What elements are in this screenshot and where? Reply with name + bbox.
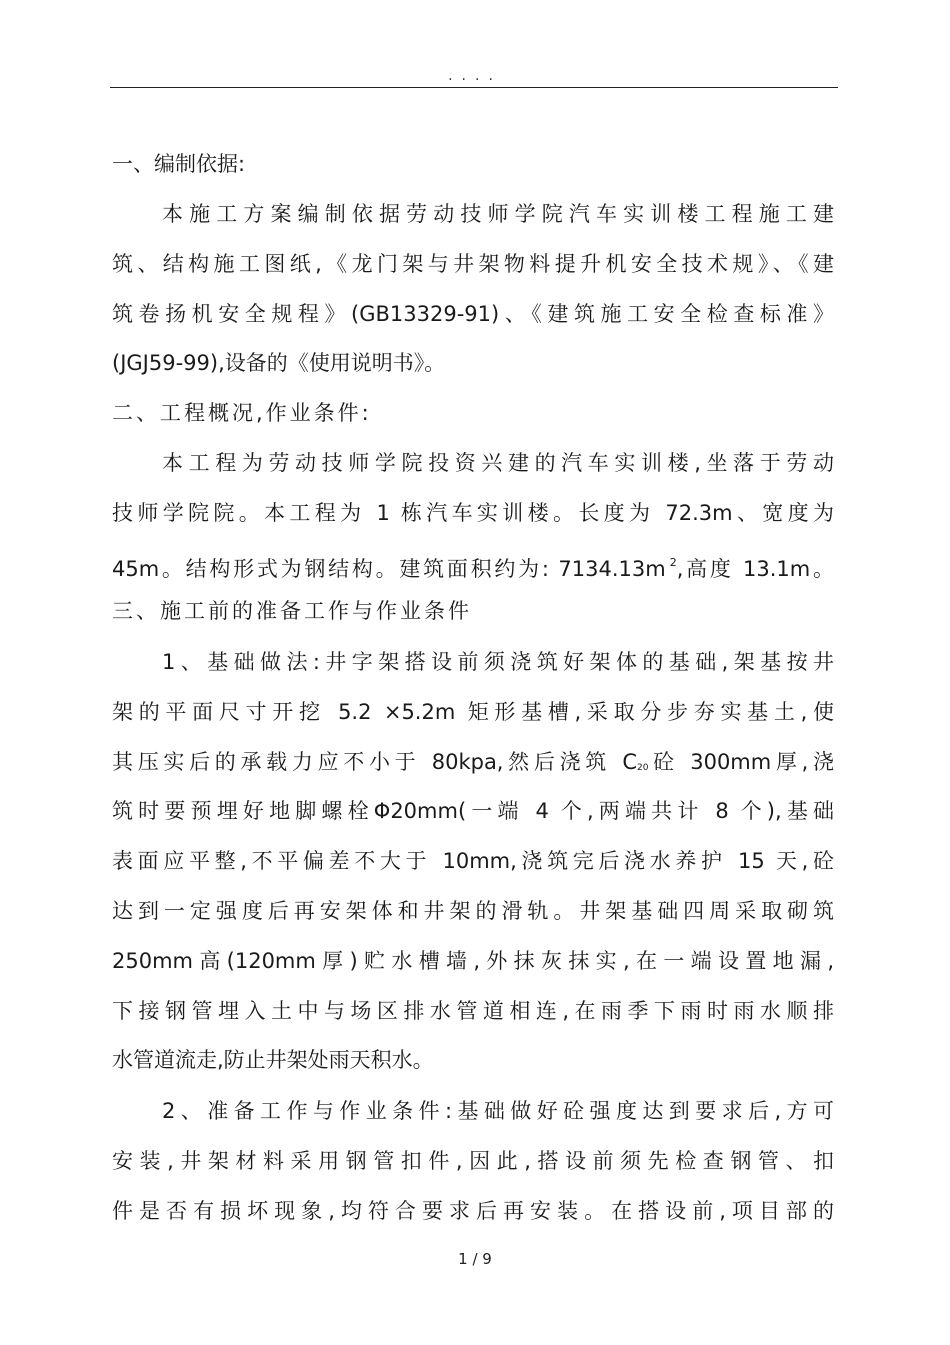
paragraph-line: 250mm高(120mm厚)贮水槽墙,外抹灰抹实,在一端设置地漏, [112, 949, 834, 973]
paragraph-line: 筑时要预埋好地脚螺栓Φ20mm(一端 4 个,两端共计 8 个),基础 [112, 799, 834, 823]
paragraph-line: 安装,井架材料采用钢管扣件,因此,搭设前须先检查钢管、扣 [112, 1149, 834, 1173]
paragraph-line: 2、准备工作与作业条件:基础做好砼强度达到要求后,方可 [162, 1099, 834, 1123]
paragraph-line: 件是否有损坏现象,均符合要求后再安装。在搭设前,项目部的 [112, 1199, 834, 1223]
paragraph-line: 本施工方案编制依据劳动技师学院汽车实训楼工程施工建 [162, 202, 834, 226]
paragraph-line: 1、基础做法:井字架搭设前须浇筑好架体的基础,架基按井 [162, 650, 834, 674]
concrete-grade-subscript: 20 [637, 763, 649, 773]
section-heading-preparation: 三、施工前的准备工作与作业条件 [112, 599, 472, 623]
paragraph-line: 水管道流走,防止井架处雨天积水。 [112, 1048, 434, 1072]
concrete-text-a: 其压实后的承载力应不小于 80kpa,然后浇筑 C [112, 750, 637, 774]
paragraph-line: (JGJ59-99),设备的《使用说明书》。 [112, 351, 446, 375]
paragraph-line: 表面应平整,不平偏差不大于 10mm,浇筑完后浇水养护 15 天,砼 [112, 849, 834, 873]
paragraph-line: 本工程为劳动技师学院投资兴建的汽车实训楼,坐落于劳动 [162, 451, 834, 475]
section-heading-overview: 二、工程概况,作业条件: [112, 401, 372, 425]
paragraph-line: 技师学院院。本工程为 1 栋汽车实训楼。长度为 72.3m、宽度为 [112, 501, 834, 525]
paragraph-line: 达到一定强度后再安架体和井架的滑轨。井架基础四周采取砌筑 [112, 899, 834, 923]
header-rule [110, 87, 838, 88]
paragraph-line: 下接钢管埋入土中与场区排水管道相连,在雨季下雨时雨水顺排 [112, 999, 834, 1023]
page-number: 1 / 9 [458, 1250, 492, 1268]
paragraph-line-area [112, 546, 834, 580]
concrete-text-b: 砼 300mm厚,浇 [648, 750, 834, 774]
area-text: 45m。结构形式为钢结构。建筑面积约为: 7134.13m [112, 557, 666, 581]
section-heading-basis: 一、编制依据: [112, 152, 246, 176]
height-text: ,高度 13.1m。 [676, 557, 834, 581]
header-dots: .... [448, 68, 502, 84]
paragraph-line-concrete [112, 745, 834, 779]
area-superscript: 2 [669, 556, 677, 569]
paragraph-line: 筑、结构施工图纸,《龙门架与井架物料提升机安全技术规》、《建 [112, 252, 834, 276]
paragraph-line: 筑卷扬机安全规程》(GB13329-91)、《建筑施工安全检查标准》 [112, 302, 834, 326]
paragraph-line: 架的平面尺寸开挖 5.2 ×5.2m 矩形基槽,采取分步夯实基土,使 [112, 700, 834, 724]
